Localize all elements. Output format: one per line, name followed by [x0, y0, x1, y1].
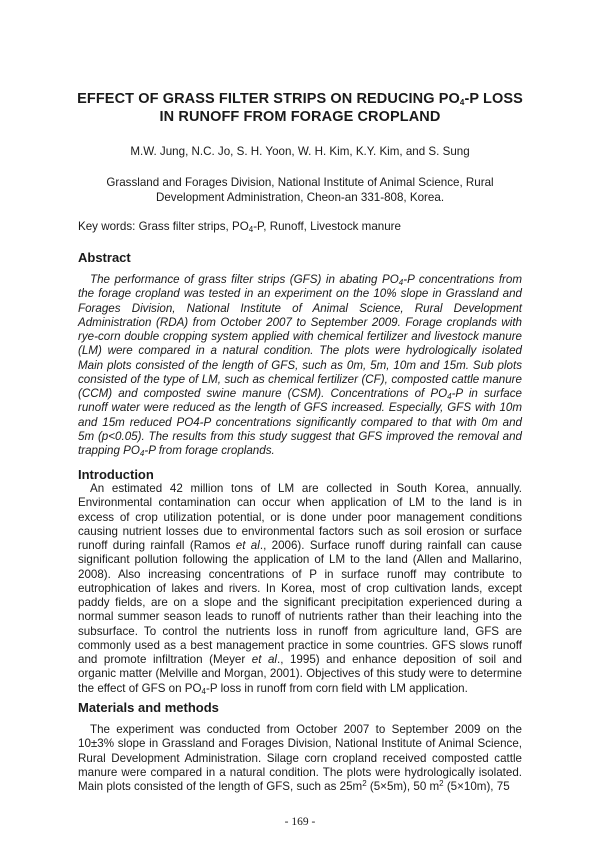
- affiliation-line-1: Grassland and Forages Division, National Institute of Animal Science, Rural: [106, 176, 494, 189]
- page-number: - 169 -: [284, 816, 316, 828]
- affiliation: [70, 175, 530, 205]
- abstract-heading: Abstract: [78, 250, 131, 265]
- title-line-1: EFFECT OF GRASS FILTER STRIPS ON REDUCING $PO_4-P$ LOSS: [77, 91, 523, 107]
- methods-heading: Materials and methods: [78, 700, 219, 715]
- title-line-2: IN RUNOFF FROM FORAGE CROPLAND: [159, 109, 441, 125]
- affiliation-line-2: Development Administration, Cheon-an 331-808, Korea.: [155, 191, 445, 204]
- introduction-heading: Introduction: [78, 467, 154, 482]
- author-list: M.W. Jung, N.C. Jo, S. H. Yoon, W. H. Kim, K.Y. Kim, and S. Sung: [130, 145, 470, 158]
- keywords: Key words: Grass filter strips, $PO_4-P$, Runoff, Livestock manure: [78, 220, 401, 234]
- methods-body: The experiment was conducted from October 2007 to September 2009 on the 10±3% slope in Grassland and Forages Division, National Institute of Animal Science, Rural Development Administration. Silage corn cropland received composted cattle manure were compared in a natural condition. The plots were hydrologically isolated. Main plots consisted of the length of GFS, such as $25m^2$ (5×5m), 50 $m^2$ (5×10m), 75: [78, 723, 522, 793]
- abstract-body: The performance of grass filter strips (GFS) in abating $PO_4-P$ concentrations from the forage cropland was tested in an experiment on the 10% slope in Grassland and Forages Division, National Institute of Animal Science, Rural Development Administration (RDA) from October 2007 to September 2009. Forage croplands with rye-corn double cropping system applied with chemical fertilizer and livestock manure (LM) were compared in a natural condition. The plots were hydrologically isolated Main plots consisted of the length of GFS, such as 0m, 5m, 10m and 15m. Sub plots consisted of the type of LM, such as chemical fertilizer (CF), composted cattle manure (CCM) and composted swine manure (CSM). Concentrations of $PO_4-P$ in surface runoff water were reduced as the length of GFS increased. Especially, GFS with 10m and 15m reduced PO4-P concentrations significantly compared to that with 0m and 5m (p<0.05). The results from this study suggest that GFS improved the removal and trapping $PO_4-P$ from forage croplands.: [78, 273, 523, 458]
- introduction-body: An estimated 42 million tons of LM are collected in South Korea, annually. Environmental contamination can occur when application of LM to the land is in excess of crop utilization potential, or is done under poor management conditions causing nutrient losses due to environmental factors such as soil erosion or surface runoff during rainfall (Ramos et al., 2006). Surface runoff during rainfall can cause significant pollution following the application of LM to the land (Allen and Mallarino, 2008). Also increasing concentrations of P in surface runoff may contribute to eutrophication of lakes and rivers. In Korea, most of crop cultivation lands, except paddy fields, are on a slope and the significant precipitation experienced during a normal summer season leads to runoff of nutrients rather than their leaching into the subsurface. To control the nutrients loss in runoff from agriculture land, GFS are commonly used as a best management practice in some countries. GFS slows runoff and promote infiltration (Meyer et al., 1995) and enhance deposition of soil and organic matter (Melville and Morgan, 2001). Objectives of this study were to determine the effect of GFS on $PO_4-P$ loss in runoff from corn field with LM application.: [78, 482, 522, 696]
- paper-title: [60, 90, 540, 126]
